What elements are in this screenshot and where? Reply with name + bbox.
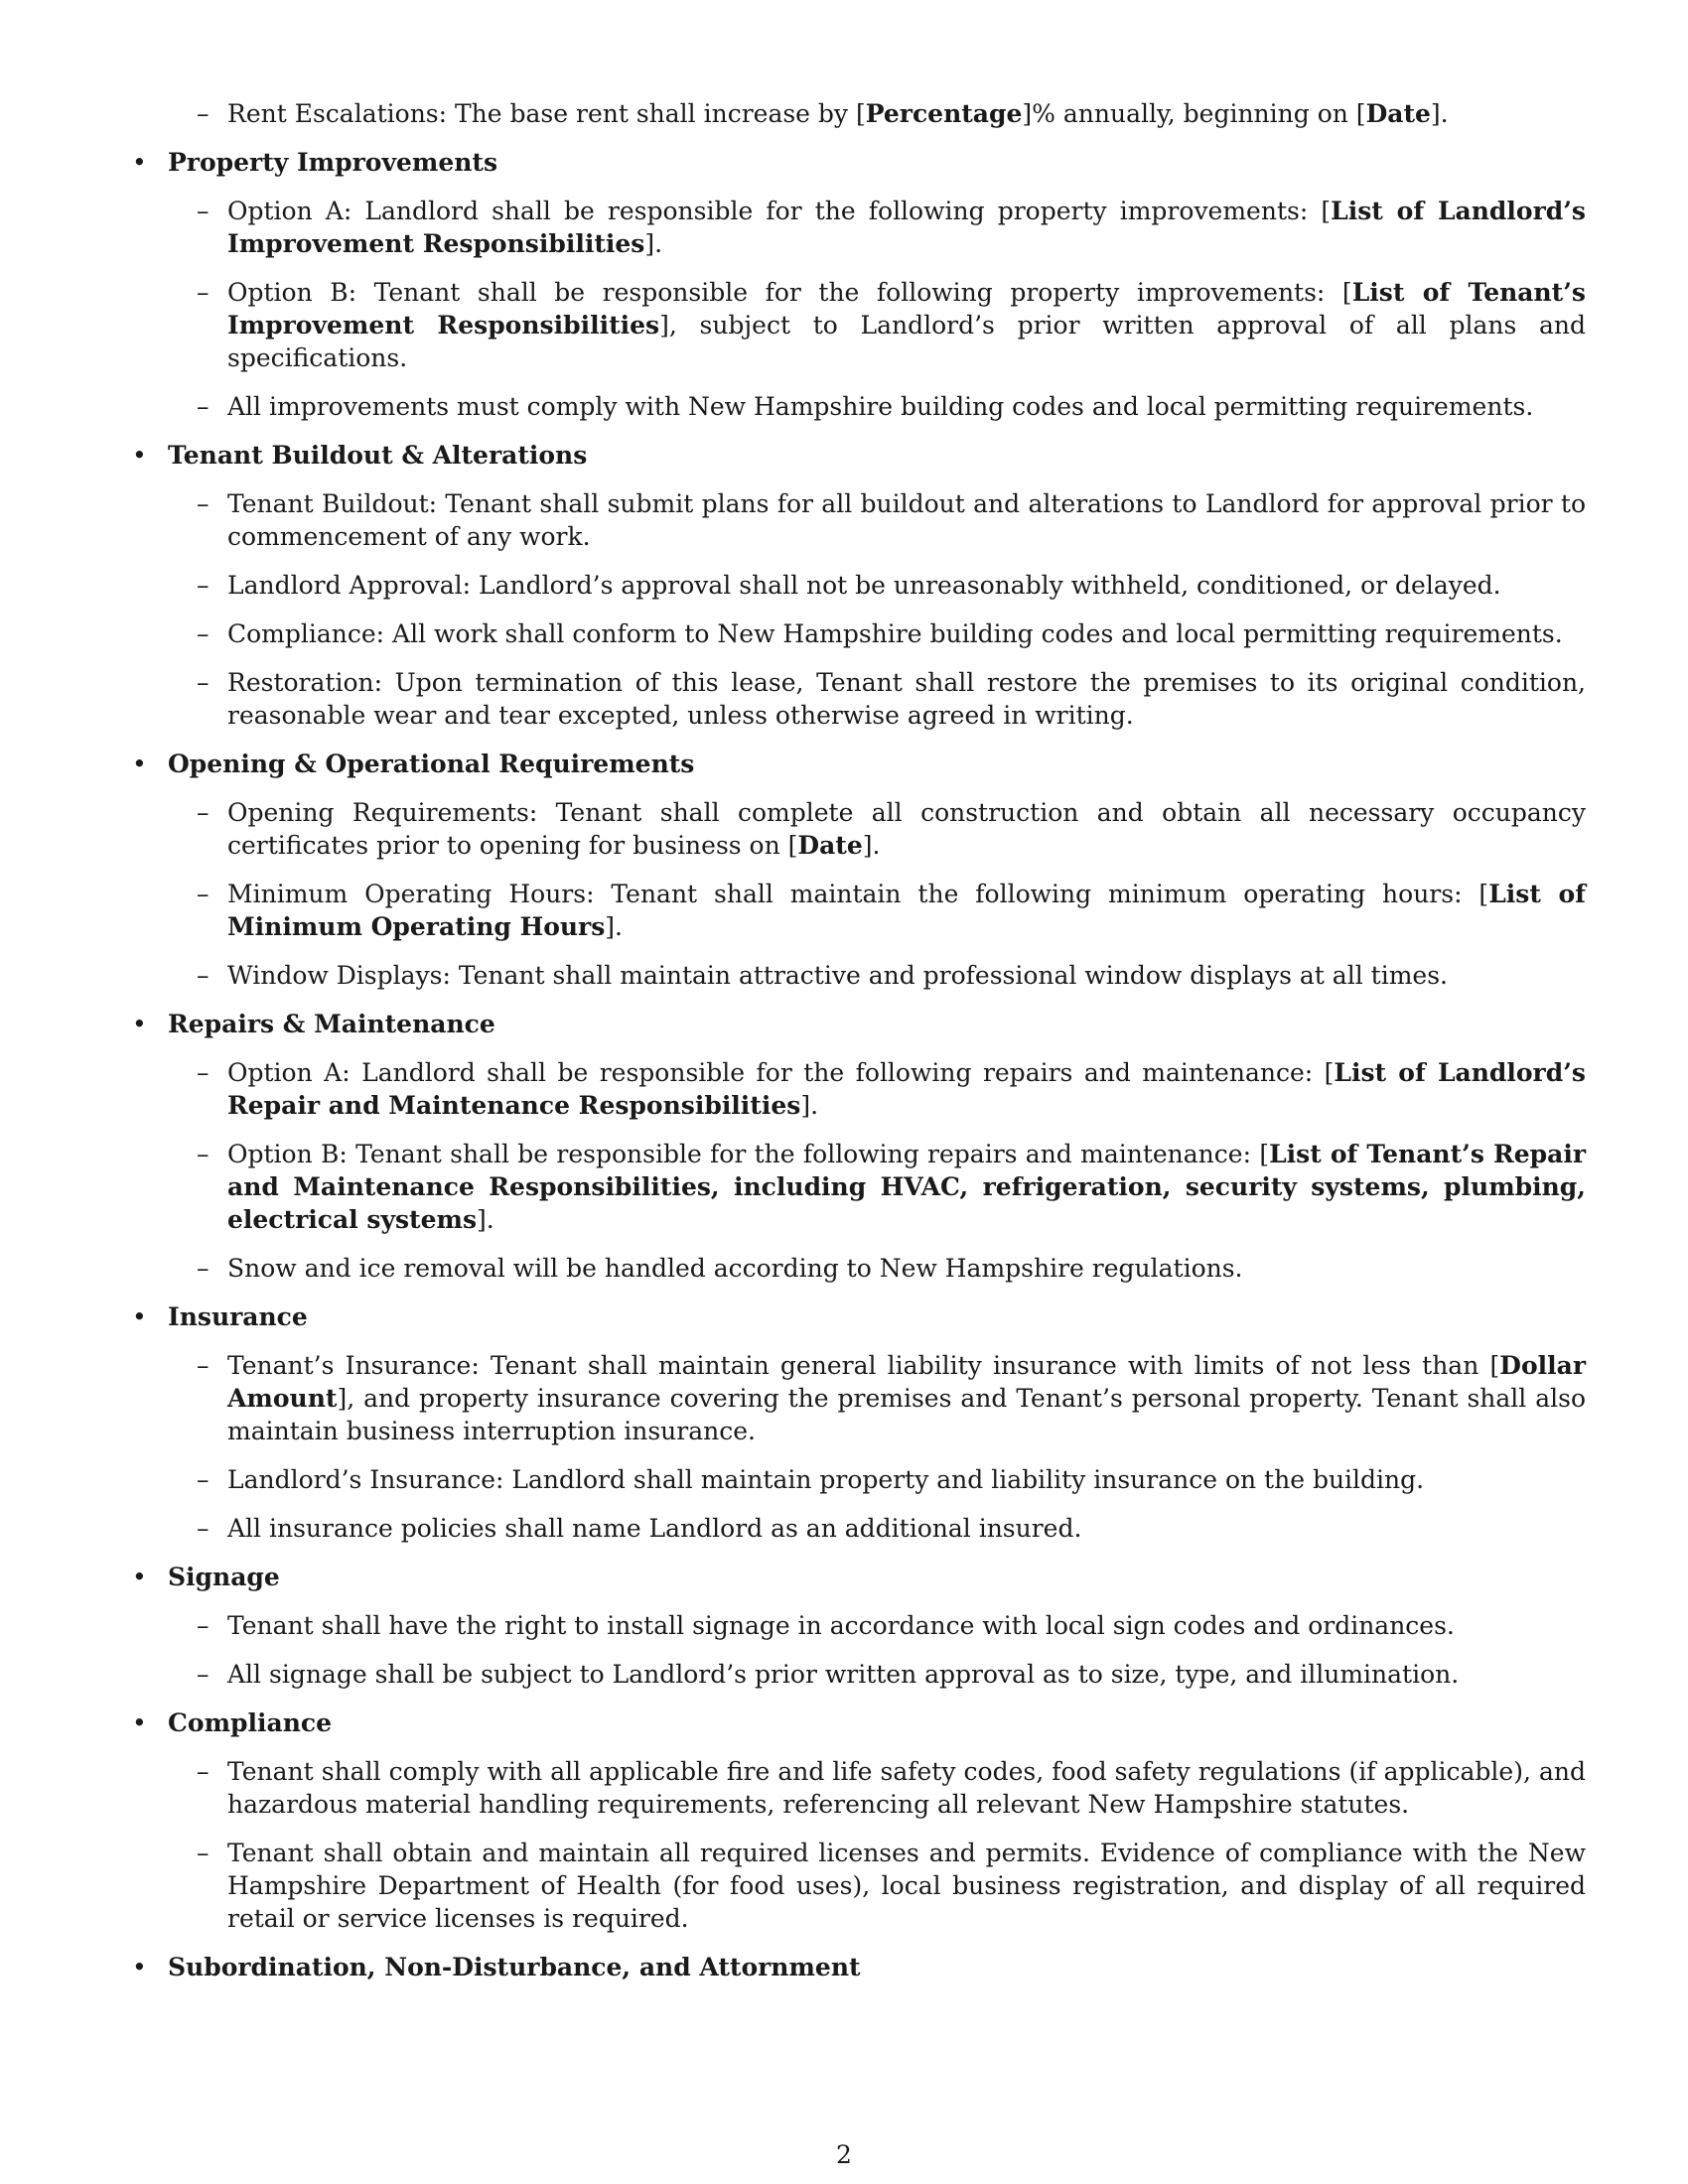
clause-text: All signage shall be subject to Landlord’s prior written approval as to size, type, and illumination. <box>227 1660 1460 1689</box>
list-item <box>132 487 1586 553</box>
list-item <box>132 390 1586 423</box>
dash-bullet-icon: – <box>197 1254 210 1283</box>
bullet-icon: • <box>132 1953 147 1981</box>
dash-bullet-icon: – <box>197 1757 210 1786</box>
section-heading <box>132 1008 1586 1040</box>
dash-bullet-icon: – <box>197 392 210 421</box>
clause-text: ]. <box>605 912 623 941</box>
clause-text: ], subject to Landlord’s prior written approval of all plans and specifications. <box>227 311 1586 372</box>
clause-text: ]. <box>1430 99 1449 128</box>
section-heading <box>132 1300 1586 1333</box>
clause-text: Tenant Buildout: Tenant shall submit plans for all buildout and alterations to Landlord for approval prior to commencement of any work. <box>227 489 1586 551</box>
list-item <box>132 1252 1586 1285</box>
dash-bullet-icon: – <box>197 99 210 128</box>
clause-text: Tenant shall comply with all applicable fire and life safety codes, food safety regulations (if applicable), and hazardous material handling requirements, referencing all relevant New Hampshire statutes. <box>227 1757 1586 1819</box>
dash-bullet-icon: – <box>197 1839 210 1867</box>
bullet-icon: • <box>132 148 147 177</box>
clause-text: ]. <box>644 229 663 258</box>
section-heading-text: Tenant Buildout & Alterations <box>168 441 588 470</box>
bullet-icon: • <box>132 1302 147 1331</box>
section-heading <box>132 1561 1586 1593</box>
list-item <box>132 195 1586 260</box>
clause-text: Snow and ice removal will be handled according to New Hampshire regulations. <box>227 1254 1243 1283</box>
bullet-icon: • <box>132 1708 147 1737</box>
clause-text: Minimum Operating Hours: Tenant shall maintain the following minimum operating hours: [ <box>227 880 1489 908</box>
clause-text: ]% annually, beginning on [ <box>1022 99 1366 128</box>
list-item <box>132 1609 1586 1642</box>
dash-bullet-icon: – <box>197 668 210 697</box>
section-heading-text: Insurance <box>168 1302 308 1331</box>
clause-text: Opening Requirements: Tenant shall complete all construction and obtain all necessary occupancy certificates prior to opening for business on [ <box>227 798 1586 860</box>
list-item <box>132 796 1586 862</box>
section-heading <box>132 439 1586 472</box>
clause-text: Rent Escalations: The base rent shall increase by [ <box>227 99 866 128</box>
clause-text: Landlord Approval: Landlord’s approval shall not be unreasonably withheld, conditioned, or delayed. <box>227 571 1501 600</box>
list-item <box>132 97 1586 130</box>
clause-text: ]. <box>800 1091 819 1120</box>
bullet-icon: • <box>132 1563 147 1591</box>
dash-bullet-icon: – <box>197 880 210 908</box>
section-heading-text: Compliance <box>168 1708 333 1737</box>
clause-text: ], and property insurance covering the premises and Tenant’s personal property. Tenant shall also maintain business interruption insurance. <box>227 1384 1586 1445</box>
section-heading <box>132 1951 1586 1983</box>
dash-bullet-icon: – <box>197 571 210 600</box>
bullet-icon: • <box>132 1010 147 1038</box>
section-heading <box>132 146 1586 179</box>
list-item <box>132 1658 1586 1691</box>
page-number: 2 <box>836 2140 852 2169</box>
list-item <box>132 1463 1586 1496</box>
list-item <box>132 276 1586 374</box>
list-item <box>132 1138 1586 1236</box>
list-item <box>132 1755 1586 1821</box>
clause-text: Tenant’s Insurance: Tenant shall maintain general liability insurance with limits of not less than [ <box>227 1351 1500 1380</box>
list-item <box>132 666 1586 732</box>
placeholder-text: Date <box>1365 99 1431 128</box>
section-heading-text: Property Improvements <box>168 148 498 177</box>
placeholder-text: List of Tenant’s Improvement Responsibilities <box>227 278 1586 340</box>
placeholder-text: List of Minimum Operating Hours <box>227 880 1586 941</box>
dash-bullet-icon: – <box>197 489 210 518</box>
dash-bullet-icon: – <box>197 798 210 827</box>
clause-text: Compliance: All work shall conform to New Hampshire building codes and local permitting requirements. <box>227 619 1563 648</box>
clause-text: Option A: Landlord shall be responsible for the following repairs and maintenance: [ <box>227 1058 1335 1087</box>
placeholder-text: Date <box>797 831 863 860</box>
section-heading <box>132 1706 1586 1739</box>
dash-bullet-icon: – <box>197 1351 210 1380</box>
section-heading <box>132 748 1586 780</box>
list-item <box>132 1349 1586 1447</box>
list-item <box>132 617 1586 650</box>
clause-text: Window Displays: Tenant shall maintain attractive and professional window displays at all times. <box>227 961 1448 990</box>
dash-bullet-icon: – <box>197 1514 210 1543</box>
dash-bullet-icon: – <box>197 1660 210 1689</box>
placeholder-text: Dollar Amount <box>227 1351 1586 1413</box>
list-item <box>132 1056 1586 1122</box>
placeholder-text: List of Tenant’s Repair and Maintenance Responsibilities, including HVAC, refrigeration, security systems, plumbing, electrical systems <box>227 1140 1586 1234</box>
clause-text: Tenant shall have the right to install signage in accordance with local sign codes and ordinances. <box>227 1611 1455 1640</box>
clause-text: Tenant shall obtain and maintain all required licenses and permits. Evidence of compliance with the New Hampshire Department of Health (for food uses), local business registration, and display of all required retail or service licenses is required. <box>227 1839 1586 1933</box>
section-heading-text: Opening & Operational Requirements <box>168 750 695 778</box>
dash-bullet-icon: – <box>197 619 210 648</box>
document-body <box>132 97 1586 1999</box>
placeholder-text: List of Landlord’s Improvement Responsibilities <box>227 197 1587 258</box>
bullet-icon: • <box>132 750 147 778</box>
clause-text: All improvements must comply with New Hampshire building codes and local permitting requirements. <box>227 392 1534 421</box>
clause-text: Restoration: Upon termination of this lease, Tenant shall restore the premises to its original condition, reasonable wear and tear excepted, unless otherwise agreed in writing. <box>227 668 1586 730</box>
list-item <box>132 1512 1586 1545</box>
clause-text: ]. <box>477 1205 494 1234</box>
dash-bullet-icon: – <box>197 1140 210 1168</box>
section-heading-text: Subordination, Non-Disturbance, and Attornment <box>168 1953 861 1981</box>
placeholder-text: List of Landlord’s Repair and Maintenance Responsibilities <box>227 1058 1586 1120</box>
list-item <box>132 878 1586 943</box>
dash-bullet-icon: – <box>197 1465 210 1494</box>
clause-text: Landlord’s Insurance: Landlord shall maintain property and liability insurance on the building. <box>227 1465 1425 1494</box>
list-item <box>132 959 1586 992</box>
dash-bullet-icon: – <box>197 961 210 990</box>
bullet-icon: • <box>132 441 147 470</box>
section-heading-text: Signage <box>168 1563 280 1591</box>
placeholder-text: Percentage <box>865 99 1023 128</box>
list-item <box>132 569 1586 602</box>
dash-bullet-icon: – <box>197 278 210 307</box>
section-heading-text: Repairs & Maintenance <box>168 1010 495 1038</box>
dash-bullet-icon: – <box>197 1058 210 1087</box>
dash-bullet-icon: – <box>197 197 210 225</box>
clause-text: Option A: Landlord shall be responsible for the following property improvements: [ <box>227 197 1332 225</box>
clause-text: Option B: Tenant shall be responsible for the following repairs and maintenance: [ <box>227 1140 1270 1168</box>
clause-text: Option B: Tenant shall be responsible for the following property improvements: [ <box>227 278 1352 307</box>
clause-text: All insurance policies shall name Landlord as an additional insured. <box>227 1514 1082 1543</box>
dash-bullet-icon: – <box>197 1611 210 1640</box>
list-item <box>132 1837 1586 1935</box>
clause-text: ]. <box>862 831 881 860</box>
